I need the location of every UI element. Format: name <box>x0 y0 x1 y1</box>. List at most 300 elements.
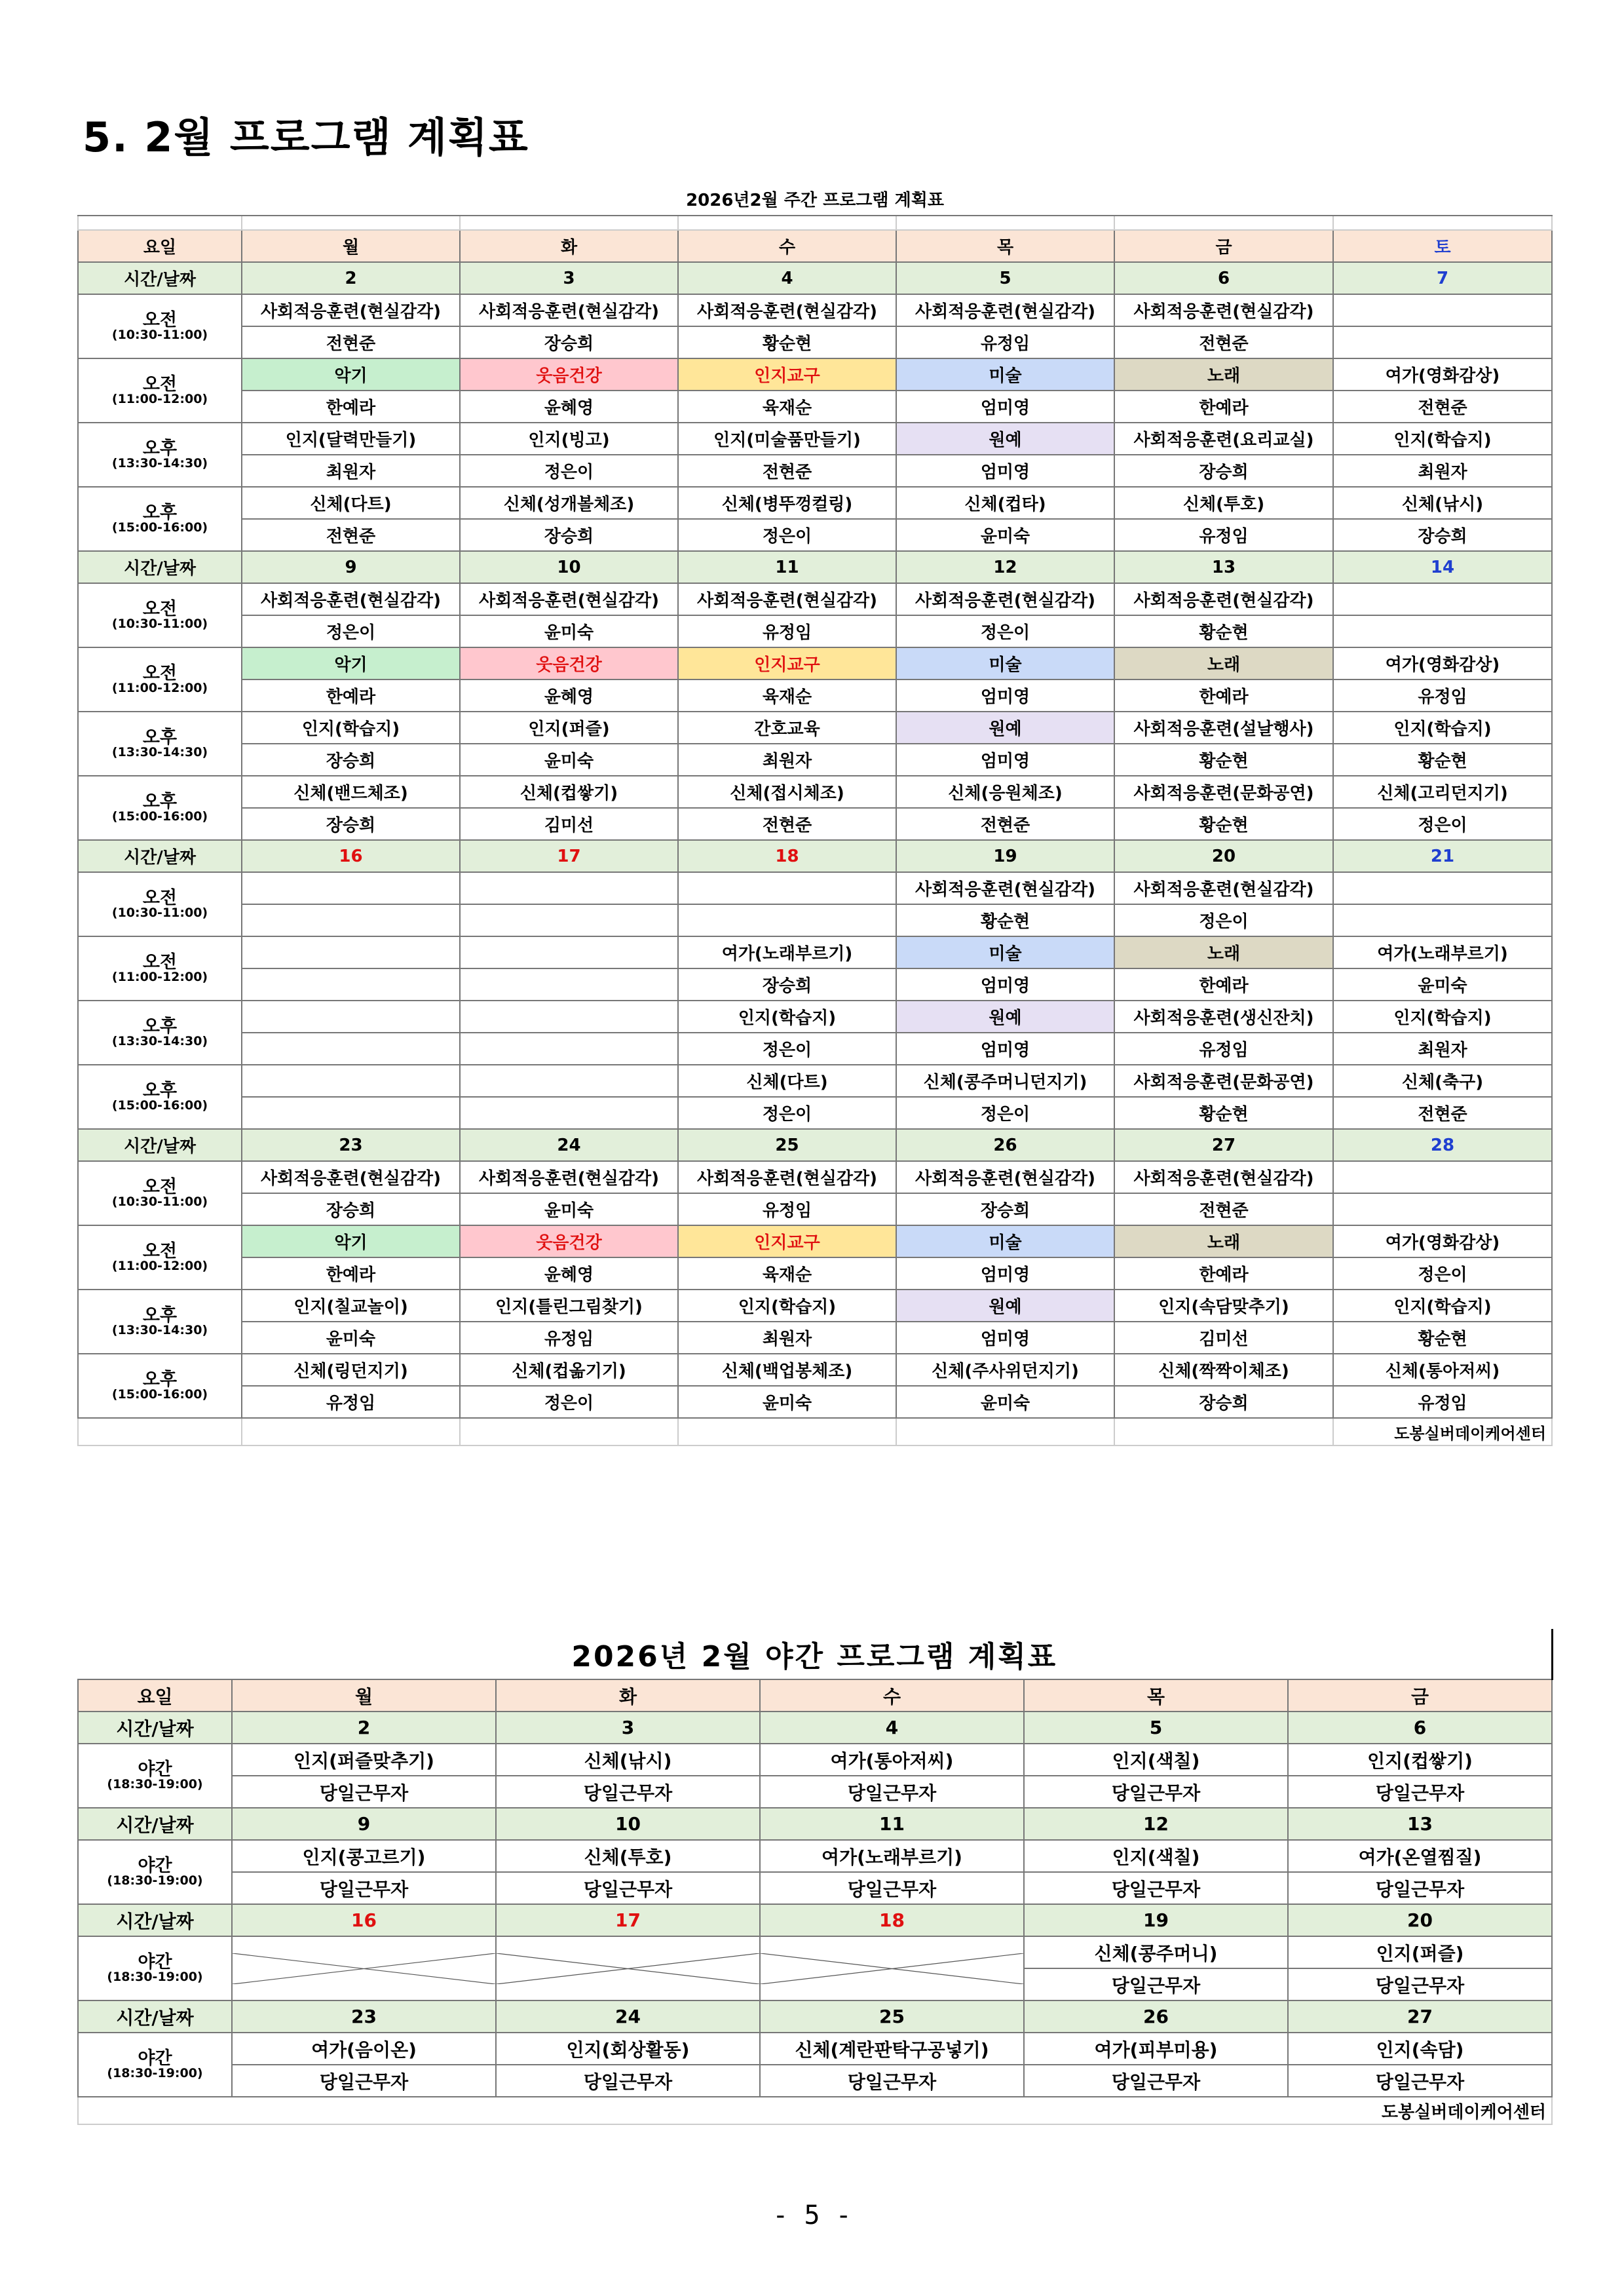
time-slot-label <box>78 1290 242 1354</box>
slot-time: (13:30-14:30) <box>111 745 208 759</box>
program-row <box>78 358 1552 391</box>
slot-name: 야간 <box>138 1952 172 1972</box>
staff-cell: 엄미영 <box>896 1257 1114 1290</box>
program-cell: 미술 <box>896 936 1114 968</box>
slot-time: (11:00-12:00) <box>111 681 208 695</box>
staff-cell: 당일근무자 <box>1024 1968 1288 2000</box>
program-row <box>78 1161 1552 1193</box>
staff-cell: 장승희 <box>1333 519 1552 551</box>
program-cell: 사회적응훈련(현실감각) <box>678 583 896 615</box>
staff-cell: 당일근무자 <box>760 2065 1024 2097</box>
date-row-label: 시간/날짜 <box>78 551 242 583</box>
time-slot-label <box>78 423 242 487</box>
staff-cell: 육재순 <box>678 391 896 423</box>
staff-cell: 엄미영 <box>896 455 1114 487</box>
program-cell: 사회적응훈련(현실감각) <box>896 583 1114 615</box>
staff-cell: 정은이 <box>1114 904 1333 936</box>
staff-cell: 윤미숙 <box>460 615 678 647</box>
date-cell: 2 <box>232 1712 496 1744</box>
staff-cell: 최원자 <box>242 455 460 487</box>
staff-row <box>78 1097 1552 1129</box>
date-row <box>78 1712 1552 1744</box>
time-slot-label <box>78 1840 232 1904</box>
slot-time: (13:30-14:30) <box>111 1323 208 1337</box>
time-slot-label <box>78 358 242 423</box>
staff-row <box>78 904 1552 936</box>
date-row <box>78 1904 1552 1936</box>
program-cell: 신체(링던지기) <box>242 1354 460 1386</box>
date-cell: 26 <box>896 1129 1114 1161</box>
program-cell: 인지(빙고) <box>460 423 678 455</box>
program-cell: 여가(영화감상) <box>1333 358 1552 391</box>
program-cell: 미술 <box>896 1225 1114 1257</box>
staff-cell: 한예라 <box>1114 391 1333 423</box>
spacer-cell <box>1333 216 1552 230</box>
time-slot-label <box>78 294 242 358</box>
program-cell: 여가(영화감상) <box>1333 1225 1552 1257</box>
weekly-schedule-table <box>77 182 1553 1446</box>
cancelled-cell <box>496 1936 760 2000</box>
date-cell: 13 <box>1288 1808 1552 1840</box>
staff-cell <box>242 1033 460 1065</box>
staff-cell <box>460 904 678 936</box>
date-row <box>78 262 1552 294</box>
date-cell: 27 <box>1288 2000 1552 2033</box>
staff-row <box>78 519 1552 551</box>
program-cell: 신체(접시체조) <box>678 776 896 808</box>
staff-cell: 전현준 <box>678 455 896 487</box>
date-row <box>78 1808 1552 1840</box>
program-cell: 원예 <box>896 1290 1114 1322</box>
slot-name: 오후 <box>142 1016 178 1037</box>
staff-cell: 당일근무자 <box>496 1872 760 1904</box>
program-cell: 원예 <box>896 423 1114 455</box>
date-cell: 19 <box>1024 1904 1288 1936</box>
date-cell: 5 <box>896 262 1114 294</box>
staff-cell: 황순현 <box>1114 808 1333 840</box>
program-cell: 사회적응훈련(현실감각) <box>896 872 1114 904</box>
date-cell: 23 <box>242 1129 460 1161</box>
date-cell: 12 <box>1024 1808 1288 1840</box>
program-cell: 악기 <box>242 1225 460 1257</box>
time-slot-label <box>78 1936 232 2000</box>
weekday-header: 금 <box>1288 1679 1552 1712</box>
program-cell: 인지(콩고르기) <box>232 1840 496 1872</box>
program-cell: 인지(학습지) <box>1333 423 1552 455</box>
staff-cell: 한예라 <box>242 679 460 712</box>
staff-cell: 전현준 <box>1333 391 1552 423</box>
program-row <box>78 1065 1552 1097</box>
staff-row <box>78 1386 1552 1418</box>
program-cell: 신체(다트) <box>242 487 460 519</box>
program-cell <box>242 936 460 968</box>
date-row <box>78 2000 1552 2033</box>
staff-cell <box>678 904 896 936</box>
program-cell <box>242 1065 460 1097</box>
program-cell: 신체(응원체조) <box>896 776 1114 808</box>
staff-cell: 엄미영 <box>896 744 1114 776</box>
program-row <box>78 872 1552 904</box>
staff-row <box>78 744 1552 776</box>
program-cell: 신체(콩주머니던지기) <box>896 1065 1114 1097</box>
weekday-header: 목 <box>1024 1679 1288 1712</box>
program-cell: 신체(낚시) <box>1333 487 1552 519</box>
staff-row <box>78 679 1552 712</box>
program-cell: 인지교구 <box>678 647 896 679</box>
program-row <box>78 712 1552 744</box>
staff-cell: 당일근무자 <box>760 1776 1024 1808</box>
time-slot-label <box>78 712 242 776</box>
program-row <box>78 1840 1552 1872</box>
program-cell: 사회적응훈련(요리교실) <box>1114 423 1333 455</box>
corner-label: 요일 <box>78 1679 232 1712</box>
program-cell: 사회적응훈련(현실감각) <box>242 294 460 326</box>
slot-time: (13:30-14:30) <box>111 456 208 470</box>
program-cell: 노래 <box>1114 936 1333 968</box>
staff-cell: 윤미숙 <box>242 1322 460 1354</box>
program-cell <box>460 936 678 968</box>
program-row <box>78 1744 1552 1776</box>
staff-cell: 윤미숙 <box>460 744 678 776</box>
program-cell: 노래 <box>1114 358 1333 391</box>
time-slot-label <box>78 2033 232 2097</box>
program-cell: 신체(성개볼체조) <box>460 487 678 519</box>
program-cell: 여가(통아저씨) <box>760 1744 1024 1776</box>
staff-cell: 윤혜영 <box>460 391 678 423</box>
program-cell: 신체(백업봉체조) <box>678 1354 896 1386</box>
slot-time: (15:00-16:00) <box>111 809 208 824</box>
date-cell: 5 <box>1024 1712 1288 1744</box>
slot-name: 오전 <box>142 599 178 619</box>
slot-name: 오전 <box>142 888 178 908</box>
date-row-label: 시간/날짜 <box>78 1712 232 1744</box>
date-cell: 9 <box>242 551 460 583</box>
staff-cell: 당일근무자 <box>496 1776 760 1808</box>
weekly-title: 2026년2월 주간 프로그램 계획표 <box>78 182 1552 216</box>
slot-name: 오후 <box>142 438 178 459</box>
program-cell: 신체(투호) <box>496 1840 760 1872</box>
program-cell: 여가(영화감상) <box>1333 647 1552 679</box>
slot-name: 야간 <box>138 1856 172 1876</box>
program-cell: 원예 <box>896 712 1114 744</box>
program-cell: 미술 <box>896 358 1114 391</box>
program-row <box>78 294 1552 326</box>
time-slot-label <box>78 1065 242 1129</box>
staff-cell: 엄미영 <box>896 391 1114 423</box>
program-cell: 사회적응훈련(현실감각) <box>1114 294 1333 326</box>
weekday-header: 금 <box>1114 230 1333 262</box>
weekday-header: 목 <box>896 230 1114 262</box>
date-row-label: 시간/날짜 <box>78 1904 232 1936</box>
night-title: 2026년 2월 야간 프로그램 계획표 <box>78 1629 1552 1679</box>
spacer-cell <box>78 216 242 230</box>
program-cell: 인지(색칠) <box>1024 1744 1288 1776</box>
slot-name: 오전 <box>142 374 178 394</box>
time-slot-label <box>78 583 242 647</box>
date-cell: 4 <box>760 1712 1024 1744</box>
staff-cell: 정은이 <box>460 1386 678 1418</box>
time-slot-label <box>78 1225 242 1290</box>
program-cell: 노래 <box>1114 1225 1333 1257</box>
spacer-cell <box>896 216 1114 230</box>
program-cell <box>1333 294 1552 326</box>
staff-cell: 한예라 <box>242 1257 460 1290</box>
weekday-header: 화 <box>496 1679 760 1712</box>
staff-row <box>78 615 1552 647</box>
staff-cell: 한예라 <box>1114 968 1333 1001</box>
date-cell: 2 <box>242 262 460 294</box>
date-cell: 20 <box>1288 1904 1552 1936</box>
slot-time: (13:30-14:30) <box>111 1034 208 1048</box>
program-cell <box>1333 583 1552 615</box>
staff-cell <box>242 968 460 1001</box>
program-cell: 여가(피부미용) <box>1024 2033 1288 2065</box>
date-cell: 10 <box>460 551 678 583</box>
staff-cell: 윤미숙 <box>896 519 1114 551</box>
date-cell: 17 <box>496 1904 760 1936</box>
staff-cell: 장승희 <box>242 1193 460 1225</box>
weekday-header: 수 <box>678 230 896 262</box>
program-cell <box>460 1001 678 1033</box>
date-cell: 19 <box>896 840 1114 872</box>
staff-cell <box>1333 904 1552 936</box>
staff-cell: 장승희 <box>1114 1386 1333 1418</box>
date-row-label: 시간/날짜 <box>78 1129 242 1161</box>
weekday-header: 월 <box>232 1679 496 1712</box>
staff-cell: 정은이 <box>896 615 1114 647</box>
date-cell: 4 <box>678 262 896 294</box>
program-cell: 원예 <box>896 1001 1114 1033</box>
program-cell: 노래 <box>1114 647 1333 679</box>
cross-mark <box>233 1953 495 1984</box>
staff-cell <box>242 904 460 936</box>
slot-time: (18:30-19:00) <box>107 2066 203 2080</box>
date-cell: 12 <box>896 551 1114 583</box>
staff-cell <box>460 1033 678 1065</box>
program-cell: 사회적응훈련(현실감각) <box>460 1161 678 1193</box>
program-cell: 인지(퍼즐) <box>1288 1936 1552 1968</box>
spacer-cell <box>678 1418 896 1445</box>
staff-cell: 윤미숙 <box>896 1386 1114 1418</box>
slot-name: 오후 <box>142 1081 178 1101</box>
program-row <box>78 487 1552 519</box>
staff-cell: 유정임 <box>678 615 896 647</box>
date-cell: 14 <box>1333 551 1552 583</box>
program-cell: 사회적응훈련(현실감각) <box>460 583 678 615</box>
staff-cell: 전현준 <box>678 808 896 840</box>
slot-name: 오후 <box>142 1305 178 1326</box>
program-row <box>78 1354 1552 1386</box>
staff-cell: 당일근무자 <box>1288 1776 1552 1808</box>
program-cell: 신체(컵쌓기) <box>460 776 678 808</box>
staff-cell: 윤혜영 <box>460 679 678 712</box>
date-cell: 28 <box>1333 1129 1552 1161</box>
staff-cell: 당일근무자 <box>1288 1968 1552 2000</box>
date-cell: 27 <box>1114 1129 1333 1161</box>
slot-time: (10:30-11:00) <box>111 617 208 631</box>
program-cell: 신체(고리던지기) <box>1333 776 1552 808</box>
staff-cell: 유정임 <box>1114 519 1333 551</box>
staff-cell <box>460 968 678 1001</box>
slot-name: 야간 <box>138 1759 172 1780</box>
slot-time: (11:00-12:00) <box>111 392 208 406</box>
program-cell: 사회적응훈련(현실감각) <box>1114 872 1333 904</box>
program-row <box>78 936 1552 968</box>
staff-cell: 정은이 <box>678 1097 896 1129</box>
program-cell <box>1333 1161 1552 1193</box>
program-cell: 신체(밴드체조) <box>242 776 460 808</box>
staff-cell: 윤미숙 <box>1333 968 1552 1001</box>
staff-cell <box>1333 1193 1552 1225</box>
time-slot-label <box>78 1161 242 1225</box>
staff-cell: 윤미숙 <box>460 1193 678 1225</box>
staff-cell: 당일근무자 <box>1288 1872 1552 1904</box>
slot-time: (18:30-19:00) <box>107 1777 203 1791</box>
program-cell: 미술 <box>896 647 1114 679</box>
spacer-cell <box>78 1418 242 1445</box>
program-cell: 신체(컵타) <box>896 487 1114 519</box>
staff-cell: 황순현 <box>1333 744 1552 776</box>
staff-cell: 황순현 <box>1114 1097 1333 1129</box>
staff-cell: 한예라 <box>242 391 460 423</box>
program-cell: 사회적응훈련(현실감각) <box>1114 1161 1333 1193</box>
program-row <box>78 647 1552 679</box>
staff-cell: 전현준 <box>1114 1193 1333 1225</box>
date-cell: 17 <box>460 840 678 872</box>
staff-cell: 육재순 <box>678 1257 896 1290</box>
staff-cell: 황순현 <box>1333 1322 1552 1354</box>
slot-name: 오후 <box>142 727 178 748</box>
staff-cell: 당일근무자 <box>232 1776 496 1808</box>
program-cell: 인지(속담맞추기) <box>1114 1290 1333 1322</box>
staff-cell: 황순현 <box>1114 744 1333 776</box>
program-cell: 여가(온열찜질) <box>1288 1840 1552 1872</box>
program-cell: 인지(퍼즐) <box>460 712 678 744</box>
staff-cell: 최원자 <box>678 744 896 776</box>
slot-name: 야간 <box>138 2048 172 2069</box>
program-cell: 사회적응훈련(현실감각) <box>242 1161 460 1193</box>
time-slot-label <box>78 1001 242 1065</box>
spacer-cell <box>1114 1418 1333 1445</box>
program-cell: 사회적응훈련(현실감각) <box>678 294 896 326</box>
program-cell: 신체(계란판탁구공넣기) <box>760 2033 1024 2065</box>
spacer-cell <box>896 1418 1114 1445</box>
page-number: - 5 - <box>772 2200 852 2230</box>
staff-cell: 전현준 <box>242 326 460 358</box>
staff-cell: 최원자 <box>1333 455 1552 487</box>
spacer-cell <box>242 216 460 230</box>
date-cell: 13 <box>1114 551 1333 583</box>
staff-row <box>78 1872 1552 1904</box>
staff-cell: 정은이 <box>1333 1257 1552 1290</box>
slot-time: (15:00-16:00) <box>111 1387 208 1402</box>
staff-cell: 장승희 <box>678 968 896 1001</box>
staff-cell <box>1333 615 1552 647</box>
program-cell: 신체(콩주머니) <box>1024 1936 1288 1968</box>
program-row <box>78 423 1552 455</box>
staff-row <box>78 1776 1552 1808</box>
program-cell <box>460 872 678 904</box>
night-footer: 도봉실버데이케어센터 <box>78 2097 1552 2124</box>
date-cell: 20 <box>1114 840 1333 872</box>
staff-cell: 당일근무자 <box>232 1872 496 1904</box>
cancelled-cell <box>232 1936 496 2000</box>
program-cell: 사회적응훈련(현실감각) <box>896 1161 1114 1193</box>
staff-cell: 당일근무자 <box>1024 2065 1288 2097</box>
date-cell: 21 <box>1333 840 1552 872</box>
page-heading: 5. 2월 프로그램 계획표 <box>83 113 529 161</box>
slot-time: (10:30-11:00) <box>111 328 208 342</box>
spacer-cell <box>1114 216 1333 230</box>
program-cell: 악기 <box>242 358 460 391</box>
staff-cell: 정은이 <box>242 615 460 647</box>
program-cell: 인지교구 <box>678 358 896 391</box>
cancelled-cell <box>760 1936 1024 2000</box>
program-cell: 사회적응훈련(현실감각) <box>460 294 678 326</box>
program-cell <box>460 1065 678 1097</box>
program-cell: 악기 <box>242 647 460 679</box>
staff-cell: 전현준 <box>1333 1097 1552 1129</box>
staff-cell: 황순현 <box>896 904 1114 936</box>
program-cell: 웃음건강 <box>460 647 678 679</box>
staff-cell: 윤혜영 <box>460 1257 678 1290</box>
slot-name: 오후 <box>142 1369 178 1390</box>
spacer-cell <box>678 216 896 230</box>
program-row <box>78 1225 1552 1257</box>
staff-cell: 당일근무자 <box>760 1872 1024 1904</box>
slot-name: 오후 <box>142 503 178 523</box>
program-row <box>78 1290 1552 1322</box>
date-cell: 9 <box>232 1808 496 1840</box>
staff-row <box>78 326 1552 358</box>
slot-name: 오전 <box>142 1241 178 1261</box>
staff-cell: 유정임 <box>896 326 1114 358</box>
staff-cell: 엄미영 <box>896 968 1114 1001</box>
staff-cell: 장승희 <box>1114 455 1333 487</box>
program-cell: 사회적응훈련(설날행사) <box>1114 712 1333 744</box>
staff-cell: 당일근무자 <box>232 2065 496 2097</box>
date-cell: 26 <box>1024 2000 1288 2033</box>
time-slot-label <box>78 776 242 840</box>
date-row-label: 시간/날짜 <box>78 1808 232 1840</box>
staff-cell: 유정임 <box>1333 679 1552 712</box>
staff-cell: 유정임 <box>1114 1033 1333 1065</box>
program-cell: 신체(통아저씨) <box>1333 1354 1552 1386</box>
weekday-header: 화 <box>460 230 678 262</box>
program-row <box>78 1936 1552 1968</box>
staff-row <box>78 1193 1552 1225</box>
staff-cell: 윤미숙 <box>678 1386 896 1418</box>
staff-cell: 전현준 <box>1114 326 1333 358</box>
program-cell: 사회적응훈련(현실감각) <box>896 294 1114 326</box>
slot-time: (15:00-16:00) <box>111 1098 208 1113</box>
staff-cell: 김미선 <box>1114 1322 1333 1354</box>
time-slot-label <box>78 936 242 1001</box>
spacer-cell <box>460 216 678 230</box>
slot-name: 오전 <box>142 952 178 972</box>
staff-cell: 정은이 <box>1333 808 1552 840</box>
program-cell: 인지교구 <box>678 1225 896 1257</box>
program-cell: 인지(틀린그림찾기) <box>460 1290 678 1322</box>
program-cell: 사회적응훈련(현실감각) <box>242 583 460 615</box>
program-cell: 인지(학습지) <box>1333 1001 1552 1033</box>
weekday-header-row <box>78 1679 1552 1712</box>
staff-row <box>78 455 1552 487</box>
program-row <box>78 2033 1552 2065</box>
corner-label: 요일 <box>78 230 242 262</box>
date-cell: 18 <box>760 1904 1024 1936</box>
weekday-header-row <box>78 230 1552 262</box>
